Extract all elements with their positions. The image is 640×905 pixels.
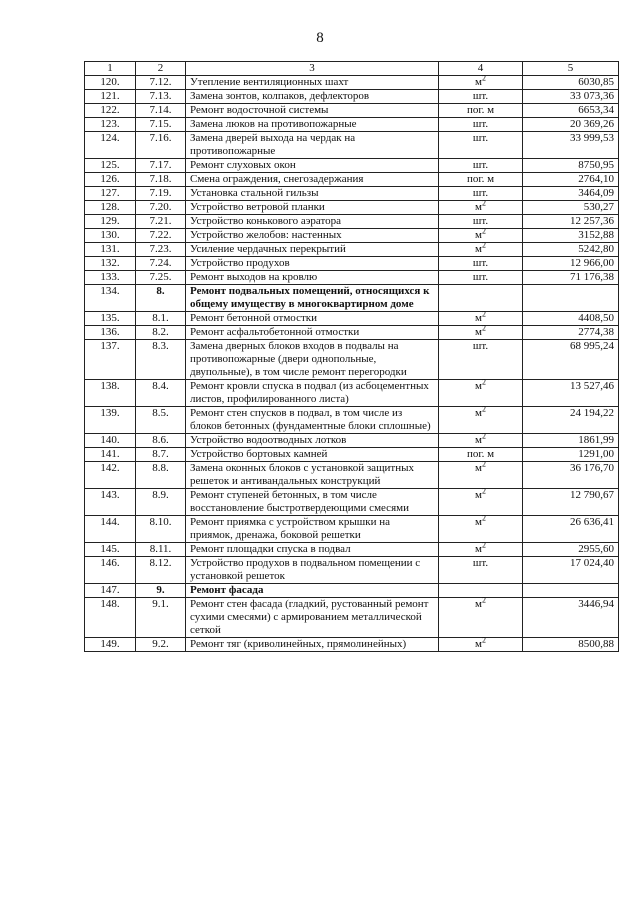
work-name: Ремонт стен спусков в подвал, в том числе из блоков бетонных (фундаментные блоки сплошные) (186, 407, 439, 434)
unit-superscript: 2 (481, 540, 486, 550)
unit: шт. (472, 257, 489, 269)
work-name: Ремонт приямка с устройством крышки на приямок, дренажа, боковой решетки (186, 516, 439, 543)
row-number: 129. (85, 215, 136, 229)
section-row (85, 584, 619, 598)
unit-cell (439, 285, 523, 312)
item-code: 7.25. (136, 271, 186, 285)
unit-cell (439, 323, 523, 340)
item-code: 9. (136, 584, 186, 598)
header-col-5: 5 (523, 62, 619, 76)
unit: шт. (472, 159, 489, 171)
table-row (85, 448, 619, 462)
table-row (85, 516, 619, 543)
unit-cell (439, 540, 523, 557)
work-name: Ремонт подвальных помещений, относящихся к общему имуществу в многоквартирном доме (186, 285, 439, 312)
item-code: 7.16. (136, 132, 186, 159)
item-code: 7.17. (136, 159, 186, 173)
cost-value: 5242,80 (523, 243, 619, 257)
unit-cell (439, 240, 523, 257)
unit: м (475, 326, 482, 338)
item-code: 7.20. (136, 201, 186, 215)
cost-value: 2955,60 (523, 543, 619, 557)
unit-cell (439, 635, 523, 652)
item-code: 9.1. (136, 598, 186, 638)
cost-value: 26 636,41 (523, 516, 619, 543)
row-number: 126. (85, 173, 136, 187)
work-name: Ремонт водосточной системы (186, 104, 439, 118)
unit-cell (439, 257, 523, 271)
unit-superscript: 2 (481, 226, 486, 236)
work-name: Ремонт бетонной отмостки (186, 312, 439, 326)
row-number: 138. (85, 380, 136, 407)
cost-value: 4408,50 (523, 312, 619, 326)
table-row (85, 326, 619, 340)
cost-value (523, 584, 619, 598)
work-name: Замена дверных блоков входов в подвалы на противопожарные (двери однопольные, двупольные), в том числе ремонт перегородки (186, 340, 439, 380)
unit: шт. (472, 132, 489, 144)
item-code: 8.6. (136, 434, 186, 448)
unit-cell (439, 404, 523, 434)
unit: м (475, 543, 482, 555)
table-row (85, 104, 619, 118)
cost-value: 2764,10 (523, 173, 619, 187)
table-row (85, 489, 619, 516)
row-number: 133. (85, 271, 136, 285)
header-col-4: 4 (439, 62, 523, 76)
unit-superscript: 2 (481, 595, 486, 605)
work-name: Ремонт тяг (криволинейных, прямолинейных) (186, 638, 439, 652)
table-row (85, 312, 619, 326)
work-name: Устройство продухов в подвальном помещении с установкой решеток (186, 557, 439, 584)
row-number: 137. (85, 340, 136, 380)
unit: м (475, 76, 482, 88)
row-number: 127. (85, 187, 136, 201)
item-code: 8.11. (136, 543, 186, 557)
row-number: 120. (85, 76, 136, 90)
table-row (85, 118, 619, 132)
row-number: 140. (85, 434, 136, 448)
cost-value: 1861,99 (523, 434, 619, 448)
section-row (85, 285, 619, 312)
cost-value: 12 790,67 (523, 489, 619, 516)
unit: шт. (472, 187, 489, 199)
work-name: Ремонт фасада (186, 584, 439, 598)
table-row (85, 638, 619, 652)
table-row (85, 229, 619, 243)
work-name: Устройство водоотводных лотков (186, 434, 439, 448)
item-code: 7.23. (136, 243, 186, 257)
unit-cell (439, 104, 523, 118)
table-row (85, 201, 619, 215)
unit-superscript: 2 (481, 73, 486, 83)
work-name: Ремонт слуховых окон (186, 159, 439, 173)
item-code: 8.2. (136, 326, 186, 340)
item-code: 8.7. (136, 448, 186, 462)
item-code: 8. (136, 285, 186, 312)
unit: м (475, 243, 482, 255)
unit: пог. м (466, 104, 495, 116)
row-number: 142. (85, 462, 136, 489)
unit: м (475, 598, 482, 610)
table-row (85, 173, 619, 187)
unit-cell (439, 173, 523, 187)
table-row (85, 187, 619, 201)
unit: м (475, 407, 482, 419)
unit-superscript: 2 (481, 513, 486, 523)
row-number: 149. (85, 638, 136, 652)
unit: шт. (472, 90, 489, 102)
unit: м (475, 229, 482, 241)
item-code: 7.14. (136, 104, 186, 118)
cost-value: 33 073,36 (523, 90, 619, 104)
item-code: 7.13. (136, 90, 186, 104)
page-number: 8 (316, 30, 324, 46)
unit-cell (439, 459, 523, 489)
cost-value: 68 995,24 (523, 340, 619, 380)
unit: м (475, 201, 482, 213)
unit: пог. м (466, 448, 495, 460)
work-name: Устройство бортовых камней (186, 448, 439, 462)
unit-cell (439, 513, 523, 543)
item-code: 8.8. (136, 462, 186, 489)
item-code: 8.3. (136, 340, 186, 380)
work-name: Замена люков на противопожарные (186, 118, 439, 132)
row-number: 130. (85, 229, 136, 243)
row-number: 132. (85, 257, 136, 271)
work-name: Ремонт ступеней бетонных, в том числе восстановление быстротвердеющими смесями (186, 489, 439, 516)
cost-value: 33 999,53 (523, 132, 619, 159)
work-name: Устройство конькового аэратора (186, 215, 439, 229)
unit-superscript: 2 (481, 431, 486, 441)
cost-value (523, 285, 619, 312)
row-number: 143. (85, 489, 136, 516)
item-code: 7.22. (136, 229, 186, 243)
unit: м (475, 462, 482, 474)
item-code: 8.1. (136, 312, 186, 326)
cost-value: 3464,09 (523, 187, 619, 201)
work-name: Замена оконных блоков с установкой защитных решеток и антивандальных конструкций (186, 462, 439, 489)
unit-cell (439, 159, 523, 173)
cost-value: 24 194,22 (523, 407, 619, 434)
unit: шт. (472, 557, 489, 569)
unit-cell (439, 377, 523, 407)
table-row (85, 557, 619, 584)
unit: м (475, 434, 482, 446)
item-code: 7.19. (136, 187, 186, 201)
table-header-row (85, 62, 619, 76)
cost-value: 530,27 (523, 201, 619, 215)
unit: м (475, 638, 482, 650)
table-row (85, 543, 619, 557)
unit-superscript: 2 (481, 240, 486, 250)
cost-value: 8500,88 (523, 638, 619, 652)
work-name: Ремонт выходов на кровлю (186, 271, 439, 285)
unit: м (475, 489, 482, 501)
cost-value: 17 024,40 (523, 557, 619, 584)
header-col-2: 2 (136, 62, 186, 76)
unit-superscript: 2 (481, 635, 486, 645)
cost-value: 71 176,38 (523, 271, 619, 285)
work-name: Замена зонтов, колпаков, дефлекторов (186, 90, 439, 104)
table-row (85, 159, 619, 173)
cost-value: 1291,00 (523, 448, 619, 462)
table-row (85, 257, 619, 271)
item-code: 8.5. (136, 407, 186, 434)
row-number: 134. (85, 285, 136, 312)
unit-cell (439, 90, 523, 104)
table-row (85, 90, 619, 104)
row-number: 139. (85, 407, 136, 434)
row-number: 136. (85, 326, 136, 340)
table-row (85, 76, 619, 90)
works-table (84, 61, 619, 652)
unit-cell (439, 486, 523, 516)
row-number: 122. (85, 104, 136, 118)
row-number: 128. (85, 201, 136, 215)
item-code: 7.15. (136, 118, 186, 132)
unit-cell (439, 309, 523, 326)
unit-cell (439, 448, 523, 462)
unit-superscript: 2 (481, 459, 486, 469)
unit-superscript: 2 (481, 404, 486, 414)
cost-value: 12 966,00 (523, 257, 619, 271)
work-name: Утепление вентиляционных шахт (186, 76, 439, 90)
unit: пог. м (466, 173, 495, 185)
work-name: Устройство продухов (186, 257, 439, 271)
unit-cell (439, 431, 523, 448)
unit-superscript: 2 (481, 323, 486, 333)
item-code: 8.10. (136, 516, 186, 543)
item-code: 7.12. (136, 76, 186, 90)
cost-value: 3446,94 (523, 598, 619, 638)
row-number: 125. (85, 159, 136, 173)
cost-value: 20 369,26 (523, 118, 619, 132)
unit: шт. (472, 215, 489, 227)
unit-cell (439, 215, 523, 229)
header-col-1: 1 (85, 62, 136, 76)
work-name: Устройство желобов: настенных (186, 229, 439, 243)
cost-value: 36 176,70 (523, 462, 619, 489)
item-code: 7.24. (136, 257, 186, 271)
cost-value: 3152,88 (523, 229, 619, 243)
unit: шт. (472, 271, 489, 283)
row-number: 135. (85, 312, 136, 326)
cost-value: 6653,34 (523, 104, 619, 118)
cost-value: 2774,38 (523, 326, 619, 340)
work-name: Смена ограждения, снегозадержания (186, 173, 439, 187)
cost-value: 13 527,46 (523, 380, 619, 407)
table-row (85, 340, 619, 380)
unit-cell (439, 187, 523, 201)
unit: м (475, 380, 482, 392)
header-col-3: 3 (186, 62, 439, 76)
table-row (85, 434, 619, 448)
unit-cell (439, 132, 523, 159)
row-number: 148. (85, 598, 136, 638)
row-number: 123. (85, 118, 136, 132)
row-number: 141. (85, 448, 136, 462)
unit-superscript: 2 (481, 198, 486, 208)
table-row (85, 271, 619, 285)
work-name: Устройство ветровой планки (186, 201, 439, 215)
cost-value: 6030,85 (523, 76, 619, 90)
work-name: Усиление чердачных перекрытий (186, 243, 439, 257)
item-code: 9.2. (136, 638, 186, 652)
table-row (85, 598, 619, 638)
table-row (85, 132, 619, 159)
unit-cell (439, 271, 523, 285)
unit: м (475, 312, 482, 324)
table-row (85, 215, 619, 229)
unit-cell (439, 557, 523, 584)
work-name: Замена дверей выхода на чердак на противопожарные (186, 132, 439, 159)
work-name: Ремонт кровли спуска в подвал (из асбоцементных листов, профилированного листа) (186, 380, 439, 407)
table-row (85, 243, 619, 257)
unit-superscript: 2 (481, 486, 486, 496)
unit-superscript: 2 (481, 309, 486, 319)
table-row (85, 380, 619, 407)
unit-cell (439, 73, 523, 90)
item-code: 8.4. (136, 380, 186, 407)
cost-value: 12 257,36 (523, 215, 619, 229)
unit-superscript: 2 (481, 377, 486, 387)
row-number: 144. (85, 516, 136, 543)
cost-value: 8750,95 (523, 159, 619, 173)
work-name: Ремонт стен фасада (гладкий, рустованный ремонт сухими смесями) с армированием металлической сеткой (186, 598, 439, 638)
unit-cell (439, 595, 523, 638)
row-number: 147. (85, 584, 136, 598)
row-number: 124. (85, 132, 136, 159)
row-number: 121. (85, 90, 136, 104)
item-code: 7.21. (136, 215, 186, 229)
unit-cell (439, 584, 523, 598)
work-name: Установка стальной гильзы (186, 187, 439, 201)
unit: шт. (472, 340, 489, 352)
table-row (85, 462, 619, 489)
work-name: Ремонт асфальтобетонной отмостки (186, 326, 439, 340)
row-number: 145. (85, 543, 136, 557)
unit-cell (439, 198, 523, 215)
unit: шт. (472, 118, 489, 130)
item-code: 8.12. (136, 557, 186, 584)
unit-cell (439, 226, 523, 243)
row-number: 131. (85, 243, 136, 257)
table-row (85, 407, 619, 434)
item-code: 7.18. (136, 173, 186, 187)
unit: м (475, 516, 482, 528)
item-code: 8.9. (136, 489, 186, 516)
unit-cell (439, 340, 523, 380)
work-name: Ремонт площадки спуска в подвал (186, 543, 439, 557)
row-number: 146. (85, 557, 136, 584)
unit-cell (439, 118, 523, 132)
